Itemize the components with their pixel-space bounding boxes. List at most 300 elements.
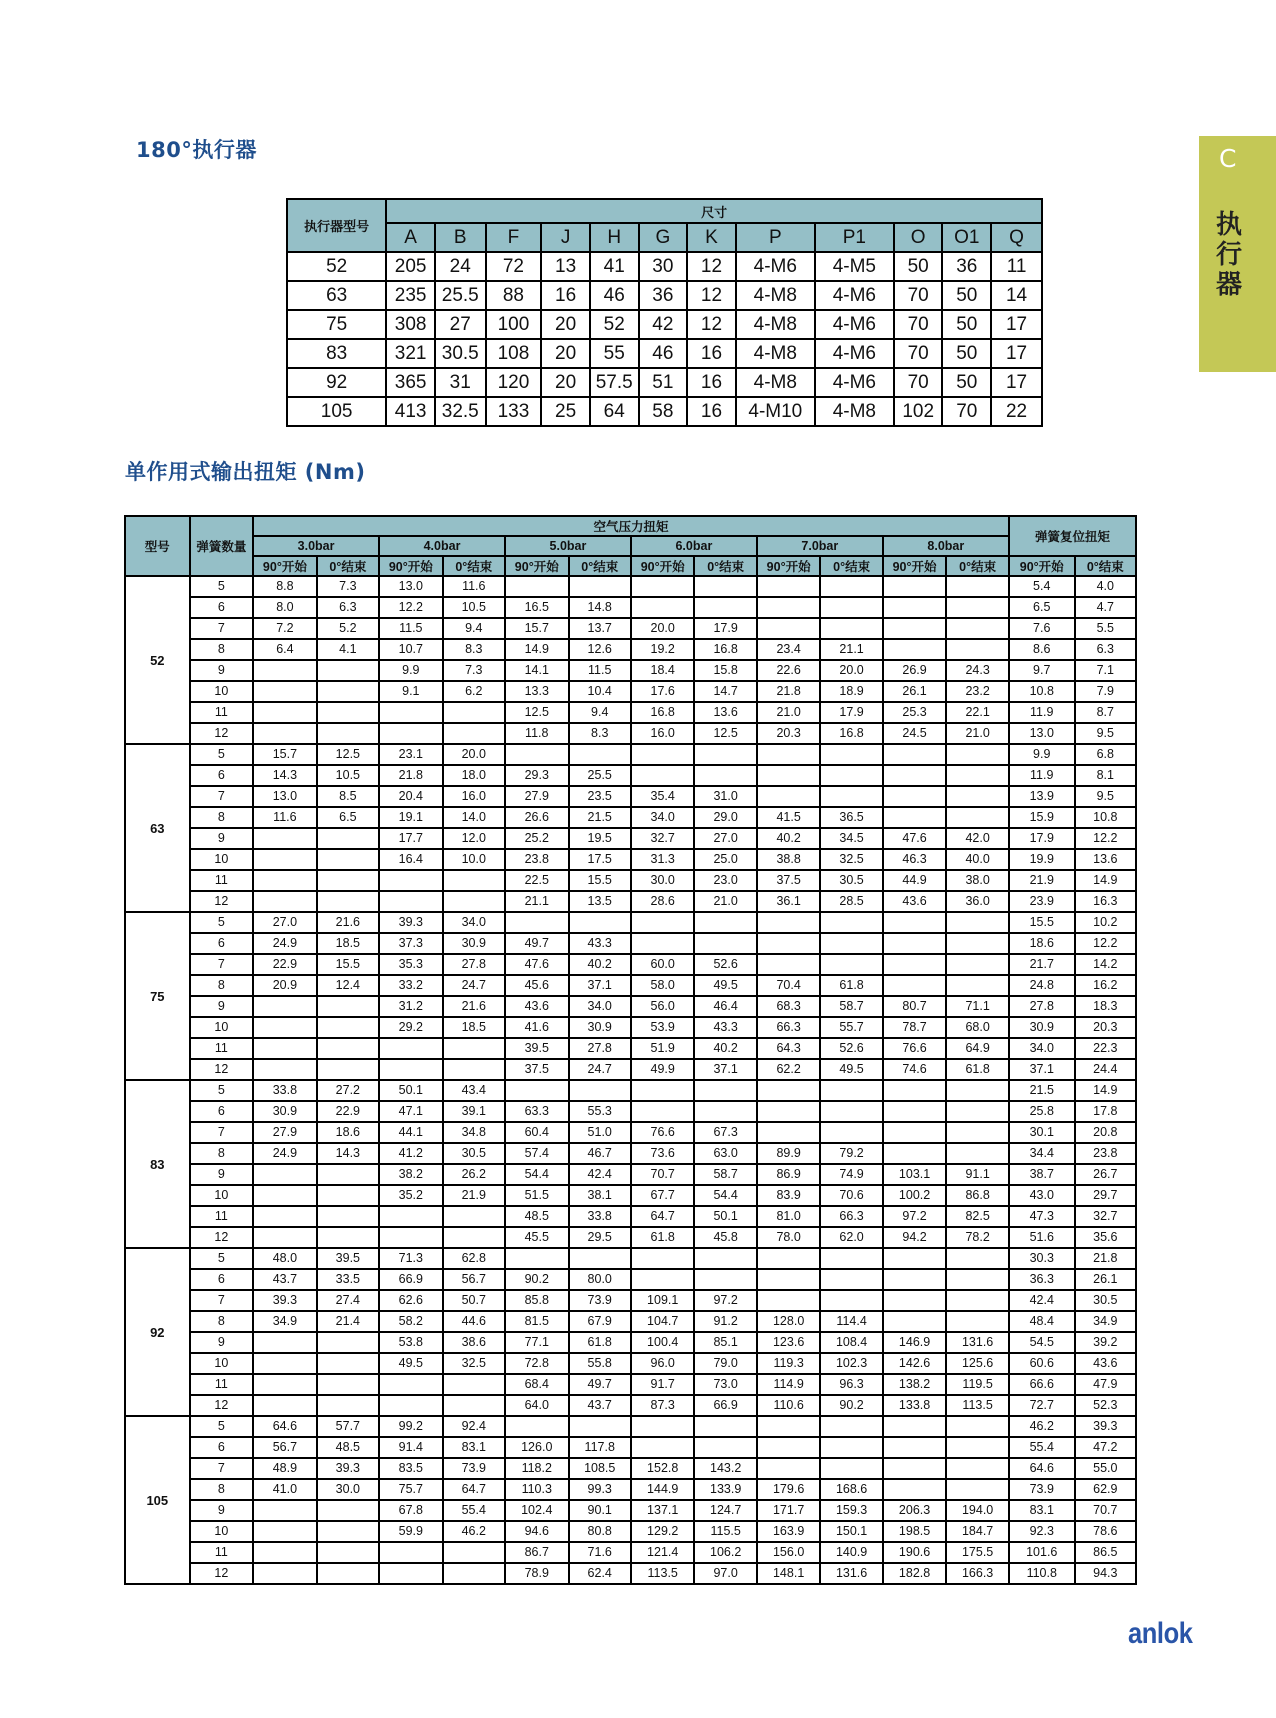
torque-value-cell: 24.7 — [569, 1059, 631, 1080]
torque-value-cell: 34.0 — [1009, 1038, 1075, 1059]
torque-value-cell — [379, 1563, 443, 1584]
dim-value-cell: 17 — [991, 310, 1042, 339]
spring-count-cell: 10 — [190, 1521, 254, 1542]
torque-value-cell: 29.2 — [379, 1017, 443, 1038]
torque-value-cell: 109.1 — [631, 1290, 695, 1311]
torque-value-cell: 19.1 — [379, 807, 443, 828]
torque-value-cell: 9.9 — [1009, 744, 1075, 765]
torque-value-cell: 12.5 — [694, 723, 756, 744]
torque-value-cell: 12.2 — [1075, 933, 1136, 954]
torque-value-cell: 4.0 — [1075, 576, 1136, 597]
pressure-header: 6.0bar — [631, 536, 757, 556]
torque-value-cell — [569, 912, 631, 933]
torque-value-cell: 16.8 — [631, 702, 695, 723]
torque-value-cell — [883, 618, 947, 639]
torque-value-cell — [317, 1542, 379, 1563]
torque-value-cell: 133.9 — [694, 1479, 756, 1500]
spring-count-cell: 10 — [190, 849, 254, 870]
torque-value-cell: 11.9 — [1009, 702, 1075, 723]
dim-value-cell: 58 — [639, 397, 688, 426]
spring-return-torque-header: 弹簧复位扭矩 — [1009, 516, 1136, 556]
torque-value-cell: 37.5 — [757, 870, 821, 891]
pressure-header: 7.0bar — [757, 536, 883, 556]
torque-value-cell — [253, 1038, 317, 1059]
torque-table-row — [125, 1563, 1136, 1584]
torque-model-cell: 52 — [125, 576, 190, 744]
torque-value-cell — [883, 576, 947, 597]
torque-value-cell — [946, 912, 1009, 933]
dim-value-cell: 72 — [486, 252, 542, 281]
torque-value-cell — [443, 1038, 505, 1059]
dim-value-cell: 25 — [541, 397, 590, 426]
torque-value-cell: 102.3 — [820, 1353, 882, 1374]
torque-value-cell: 39.3 — [379, 912, 443, 933]
spring-count-cell: 11 — [190, 1542, 254, 1563]
torque-value-cell: 39.3 — [317, 1458, 379, 1479]
torque-value-cell: 23.9 — [1009, 891, 1075, 912]
torque-value-cell: 6.5 — [1009, 597, 1075, 618]
torque-value-cell: 38.0 — [946, 870, 1009, 891]
torque-value-cell: 30.9 — [253, 1101, 317, 1122]
torque-value-cell: 20.9 — [253, 975, 317, 996]
torque-value-cell — [253, 996, 317, 1017]
torque-value-cell: 43.7 — [569, 1395, 631, 1416]
torque-value-cell: 137.1 — [631, 1500, 695, 1521]
torque-value-cell: 45.5 — [505, 1227, 569, 1248]
spring-count-cell: 6 — [190, 1101, 254, 1122]
spring-count-cell: 10 — [190, 1185, 254, 1206]
torque-value-cell: 79.0 — [694, 1353, 756, 1374]
spring-count-cell: 7 — [190, 786, 254, 807]
torque-value-cell: 10.8 — [1075, 807, 1136, 828]
torque-value-cell — [631, 1101, 695, 1122]
torque-value-cell — [569, 744, 631, 765]
torque-value-cell — [253, 1500, 317, 1521]
torque-table-row — [125, 1416, 1136, 1437]
torque-value-cell: 18.5 — [317, 933, 379, 954]
torque-value-cell: 46.2 — [443, 1521, 505, 1542]
torque-table-row — [125, 1080, 1136, 1101]
pressure-header: 3.0bar — [253, 536, 379, 556]
torque-value-cell: 14.3 — [317, 1143, 379, 1164]
anlok-logo: anlok — [1128, 1617, 1193, 1650]
pressure-header: 4.0bar — [379, 536, 505, 556]
dim-value-cell: 4-M8 — [736, 281, 815, 310]
torque-value-cell: 58.0 — [631, 975, 695, 996]
torque-value-cell: 73.9 — [443, 1458, 505, 1479]
dim-value-cell: 16 — [687, 368, 736, 397]
torque-value-cell: 12.0 — [443, 828, 505, 849]
torque-value-cell: 8.3 — [443, 639, 505, 660]
torque-value-cell: 62.6 — [379, 1290, 443, 1311]
torque-value-cell — [820, 1080, 882, 1101]
torque-value-cell: 38.8 — [757, 849, 821, 870]
torque-table — [124, 515, 1137, 1585]
sub-header-0-end: 0°结束 — [694, 556, 756, 576]
torque-value-cell — [946, 1101, 1009, 1122]
torque-value-cell — [505, 1248, 569, 1269]
torque-value-cell: 77.1 — [505, 1332, 569, 1353]
torque-value-cell: 13.0 — [1009, 723, 1075, 744]
dim-value-cell: 4-M8 — [736, 339, 815, 368]
dim-value-cell: 64 — [590, 397, 639, 426]
torque-value-cell — [694, 1080, 756, 1101]
torque-value-cell: 92.3 — [1009, 1521, 1075, 1542]
torque-value-cell: 13.0 — [379, 576, 443, 597]
dim-column-header-g: G — [639, 223, 688, 252]
torque-value-cell: 17.7 — [379, 828, 443, 849]
torque-value-cell: 16.4 — [379, 849, 443, 870]
torque-value-cell: 49.5 — [379, 1353, 443, 1374]
torque-value-cell — [757, 1080, 821, 1101]
torque-value-cell: 42.4 — [1009, 1290, 1075, 1311]
spring-count-cell: 6 — [190, 933, 254, 954]
torque-value-cell: 81.0 — [757, 1206, 821, 1227]
torque-table-row — [125, 1185, 1136, 1206]
torque-value-cell — [631, 1248, 695, 1269]
dim-value-cell: 27 — [435, 310, 486, 339]
torque-value-cell — [317, 723, 379, 744]
torque-table-row — [125, 1479, 1136, 1500]
torque-value-cell — [379, 1227, 443, 1248]
torque-value-cell: 70.6 — [820, 1185, 882, 1206]
torque-value-cell — [379, 702, 443, 723]
torque-value-cell: 41.5 — [757, 807, 821, 828]
torque-value-cell: 60.0 — [631, 954, 695, 975]
torque-value-cell: 49.9 — [631, 1059, 695, 1080]
torque-value-cell: 82.5 — [946, 1206, 1009, 1227]
torque-value-cell — [317, 1206, 379, 1227]
torque-value-cell: 43.0 — [1009, 1185, 1075, 1206]
torque-value-cell: 15.5 — [1009, 912, 1075, 933]
torque-value-cell — [569, 1416, 631, 1437]
torque-value-cell: 80.8 — [569, 1521, 631, 1542]
torque-value-cell — [631, 933, 695, 954]
torque-value-cell: 86.9 — [757, 1164, 821, 1185]
torque-value-cell: 68.3 — [757, 996, 821, 1017]
torque-value-cell: 80.0 — [569, 1269, 631, 1290]
torque-value-cell: 12.4 — [317, 975, 379, 996]
torque-value-cell: 42.4 — [569, 1164, 631, 1185]
torque-value-cell: 54.4 — [505, 1164, 569, 1185]
dim-column-header-p: P — [736, 223, 815, 252]
torque-value-cell: 20.4 — [379, 786, 443, 807]
torque-value-cell — [317, 1374, 379, 1395]
dim-column-header-f: F — [486, 223, 542, 252]
torque-value-cell — [631, 744, 695, 765]
torque-value-cell: 113.5 — [631, 1563, 695, 1584]
torque-value-cell — [253, 1521, 317, 1542]
torque-value-cell: 83.9 — [757, 1185, 821, 1206]
torque-value-cell: 25.3 — [883, 702, 947, 723]
torque-value-cell: 113.5 — [946, 1395, 1009, 1416]
torque-value-cell: 66.9 — [694, 1395, 756, 1416]
torque-value-cell — [443, 891, 505, 912]
torque-value-cell: 90.1 — [569, 1500, 631, 1521]
torque-value-cell: 33.2 — [379, 975, 443, 996]
torque-value-cell — [317, 1164, 379, 1185]
torque-value-cell: 13.3 — [505, 681, 569, 702]
torque-value-cell: 6.4 — [253, 639, 317, 660]
torque-value-cell: 67.3 — [694, 1122, 756, 1143]
spring-count-cell: 5 — [190, 744, 254, 765]
torque-value-cell: 13.6 — [694, 702, 756, 723]
torque-value-cell: 21.8 — [379, 765, 443, 786]
torque-value-cell: 55.0 — [1075, 1458, 1136, 1479]
spring-count-cell: 11 — [190, 702, 254, 723]
torque-value-cell: 46.7 — [569, 1143, 631, 1164]
spring-count-cell: 12 — [190, 1059, 254, 1080]
torque-value-cell: 6.5 — [317, 807, 379, 828]
dim-column-header-j: J — [541, 223, 590, 252]
torque-value-cell: 144.9 — [631, 1479, 695, 1500]
torque-value-cell: 83.1 — [443, 1437, 505, 1458]
dim-value-cell: 70 — [894, 281, 943, 310]
torque-value-cell: 27.8 — [569, 1038, 631, 1059]
dim-value-cell: 4-M6 — [815, 368, 894, 397]
torque-value-cell — [883, 807, 947, 828]
torque-value-cell: 91.2 — [694, 1311, 756, 1332]
torque-value-cell: 148.1 — [757, 1563, 821, 1584]
torque-value-cell — [757, 1458, 821, 1479]
torque-value-cell: 90.2 — [820, 1395, 882, 1416]
dim-column-header-row — [287, 223, 1042, 252]
torque-value-cell: 9.4 — [443, 618, 505, 639]
sub-header-90-start: 90°开始 — [253, 556, 317, 576]
torque-value-cell — [946, 597, 1009, 618]
dim-table-row — [287, 252, 1042, 281]
torque-value-cell: 6.3 — [1075, 639, 1136, 660]
dim-table-row — [287, 368, 1042, 397]
torque-model-header: 型号 — [125, 516, 190, 576]
dim-value-cell: 12 — [687, 310, 736, 339]
torque-value-cell — [253, 891, 317, 912]
torque-value-cell — [757, 618, 821, 639]
torque-value-cell: 64.0 — [505, 1395, 569, 1416]
spring-count-cell: 6 — [190, 1437, 254, 1458]
torque-value-cell: 47.9 — [1075, 1374, 1136, 1395]
dim-value-cell: 16 — [687, 397, 736, 426]
spring-count-cell: 12 — [190, 1395, 254, 1416]
torque-value-cell: 67.9 — [569, 1311, 631, 1332]
torque-value-cell: 10.2 — [1075, 912, 1136, 933]
torque-value-cell: 51.6 — [1009, 1227, 1075, 1248]
torque-value-cell: 30.5 — [443, 1143, 505, 1164]
torque-value-cell: 38.7 — [1009, 1164, 1075, 1185]
torque-value-cell — [253, 1185, 317, 1206]
torque-value-cell — [631, 1416, 695, 1437]
torque-value-cell: 129.2 — [631, 1521, 695, 1542]
spring-count-cell: 7 — [190, 954, 254, 975]
torque-value-cell: 67.7 — [631, 1185, 695, 1206]
torque-value-cell: 33.5 — [317, 1269, 379, 1290]
dim-value-cell: 30 — [639, 252, 688, 281]
torque-value-cell — [883, 639, 947, 660]
torque-value-cell: 24.9 — [253, 933, 317, 954]
torque-value-cell: 17.9 — [820, 702, 882, 723]
torque-value-cell — [883, 786, 947, 807]
torque-value-cell: 97.0 — [694, 1563, 756, 1584]
torque-table-row — [125, 618, 1136, 639]
dim-column-header-o: O — [894, 223, 943, 252]
torque-value-cell — [883, 933, 947, 954]
torque-value-cell: 50.1 — [379, 1080, 443, 1101]
torque-value-cell — [443, 723, 505, 744]
torque-value-cell — [694, 597, 756, 618]
torque-value-cell: 55.4 — [443, 1500, 505, 1521]
torque-value-cell — [946, 639, 1009, 660]
air-pressure-torque-header: 空气压力扭矩 — [253, 516, 1009, 536]
torque-value-cell — [379, 1542, 443, 1563]
torque-value-cell: 33.8 — [569, 1206, 631, 1227]
torque-value-cell: 21.1 — [820, 639, 882, 660]
torque-value-cell: 68.4 — [505, 1374, 569, 1395]
torque-table-row — [125, 996, 1136, 1017]
spring-count-cell: 10 — [190, 1353, 254, 1374]
dim-value-cell: 4-M6 — [815, 310, 894, 339]
torque-value-cell: 40.2 — [757, 828, 821, 849]
torque-value-cell: 18.3 — [1075, 996, 1136, 1017]
torque-value-cell: 52.6 — [820, 1038, 882, 1059]
torque-value-cell: 123.6 — [757, 1332, 821, 1353]
dim-value-cell: 102 — [894, 397, 943, 426]
torque-value-cell: 49.5 — [694, 975, 756, 996]
torque-value-cell: 22.6 — [757, 660, 821, 681]
torque-value-cell — [505, 576, 569, 597]
torque-value-cell — [820, 954, 882, 975]
torque-value-cell: 32.5 — [820, 849, 882, 870]
torque-value-cell: 61.8 — [569, 1332, 631, 1353]
spring-count-cell: 5 — [190, 1080, 254, 1101]
torque-value-cell — [757, 576, 821, 597]
torque-value-cell: 78.0 — [757, 1227, 821, 1248]
torque-value-cell: 30.9 — [569, 1017, 631, 1038]
torque-value-cell — [694, 912, 756, 933]
torque-value-cell — [883, 1311, 947, 1332]
torque-value-cell — [883, 1479, 947, 1500]
torque-value-cell — [946, 1479, 1009, 1500]
torque-value-cell: 27.0 — [694, 828, 756, 849]
torque-value-cell: 34.0 — [569, 996, 631, 1017]
torque-value-cell — [757, 1416, 821, 1437]
dim-table-body — [287, 252, 1042, 426]
dim-model-header: 执行器型号 — [287, 199, 386, 252]
pressure-header: 5.0bar — [505, 536, 631, 556]
torque-value-cell: 119.5 — [946, 1374, 1009, 1395]
spring-count-cell: 11 — [190, 1206, 254, 1227]
torque-value-cell — [317, 828, 379, 849]
torque-value-cell: 7.3 — [443, 660, 505, 681]
dim-value-cell: 50 — [942, 310, 991, 339]
spring-count-cell: 8 — [190, 1311, 254, 1332]
torque-value-cell: 44.1 — [379, 1122, 443, 1143]
torque-value-cell: 182.8 — [883, 1563, 947, 1584]
torque-value-cell: 32.7 — [1075, 1206, 1136, 1227]
torque-value-cell: 7.3 — [317, 576, 379, 597]
torque-value-cell — [505, 1080, 569, 1101]
dim-value-cell: 4-M8 — [736, 310, 815, 339]
torque-value-cell: 20.3 — [757, 723, 821, 744]
dim-value-cell: 50 — [942, 368, 991, 397]
spring-count-cell: 8 — [190, 975, 254, 996]
torque-value-cell: 29.0 — [694, 807, 756, 828]
torque-value-cell: 108.5 — [569, 1458, 631, 1479]
torque-value-cell: 91.1 — [946, 1164, 1009, 1185]
torque-model-cell: 75 — [125, 912, 190, 1080]
sub-header-90-start: 90°开始 — [379, 556, 443, 576]
torque-value-cell: 47.1 — [379, 1101, 443, 1122]
torque-value-cell — [820, 576, 882, 597]
torque-value-cell: 110.3 — [505, 1479, 569, 1500]
torque-value-cell: 31.2 — [379, 996, 443, 1017]
torque-value-cell: 25.2 — [505, 828, 569, 849]
torque-value-cell — [757, 765, 821, 786]
torque-table-body — [125, 576, 1136, 1584]
torque-value-cell — [317, 1500, 379, 1521]
torque-value-cell: 94.2 — [883, 1227, 947, 1248]
torque-value-cell: 30.5 — [820, 870, 882, 891]
torque-value-cell: 100.2 — [883, 1185, 947, 1206]
torque-table-row — [125, 828, 1136, 849]
torque-value-cell — [631, 1269, 695, 1290]
dim-value-cell: 22 — [991, 397, 1042, 426]
torque-value-cell: 96.0 — [631, 1353, 695, 1374]
torque-table-row — [125, 891, 1136, 912]
torque-value-cell — [946, 786, 1009, 807]
torque-value-cell: 64.7 — [443, 1479, 505, 1500]
torque-value-cell — [443, 1059, 505, 1080]
torque-value-cell: 55.4 — [1009, 1437, 1075, 1458]
torque-value-cell: 115.5 — [694, 1521, 756, 1542]
torque-value-cell: 18.5 — [443, 1017, 505, 1038]
torque-value-cell: 30.1 — [1009, 1122, 1075, 1143]
torque-value-cell — [317, 1332, 379, 1353]
torque-value-cell: 51.9 — [631, 1038, 695, 1059]
torque-value-cell: 6.8 — [1075, 744, 1136, 765]
torque-value-cell: 37.5 — [505, 1059, 569, 1080]
torque-value-cell: 85.8 — [505, 1290, 569, 1311]
dim-value-cell: 41 — [590, 252, 639, 281]
spring-count-cell: 11 — [190, 1374, 254, 1395]
torque-value-cell: 72.8 — [505, 1353, 569, 1374]
torque-value-cell: 55.3 — [569, 1101, 631, 1122]
torque-value-cell — [757, 1269, 821, 1290]
torque-value-cell — [946, 1290, 1009, 1311]
torque-value-cell: 22.1 — [946, 702, 1009, 723]
torque-value-cell: 40.0 — [946, 849, 1009, 870]
pressure-header: 8.0bar — [883, 536, 1009, 556]
dim-table-row — [287, 397, 1042, 426]
torque-value-cell: 89.9 — [757, 1143, 821, 1164]
torque-value-cell: 12.5 — [505, 702, 569, 723]
torque-value-cell: 7.2 — [253, 618, 317, 639]
torque-value-cell: 43.6 — [883, 891, 947, 912]
torque-value-cell: 26.9 — [883, 660, 947, 681]
torque-value-cell — [820, 786, 882, 807]
spring-count-cell: 6 — [190, 1269, 254, 1290]
torque-value-cell: 99.3 — [569, 1479, 631, 1500]
torque-value-cell: 43.3 — [569, 933, 631, 954]
dim-value-cell: 50 — [942, 339, 991, 368]
dim-value-cell: 4-M8 — [736, 368, 815, 397]
dim-value-cell: 20 — [541, 368, 590, 397]
dim-column-header-k: K — [687, 223, 736, 252]
torque-value-cell: 22.9 — [317, 1101, 379, 1122]
torque-value-cell: 56.7 — [443, 1269, 505, 1290]
torque-value-cell: 39.3 — [1075, 1416, 1136, 1437]
torque-value-cell: 68.0 — [946, 1017, 1009, 1038]
torque-value-cell — [946, 807, 1009, 828]
